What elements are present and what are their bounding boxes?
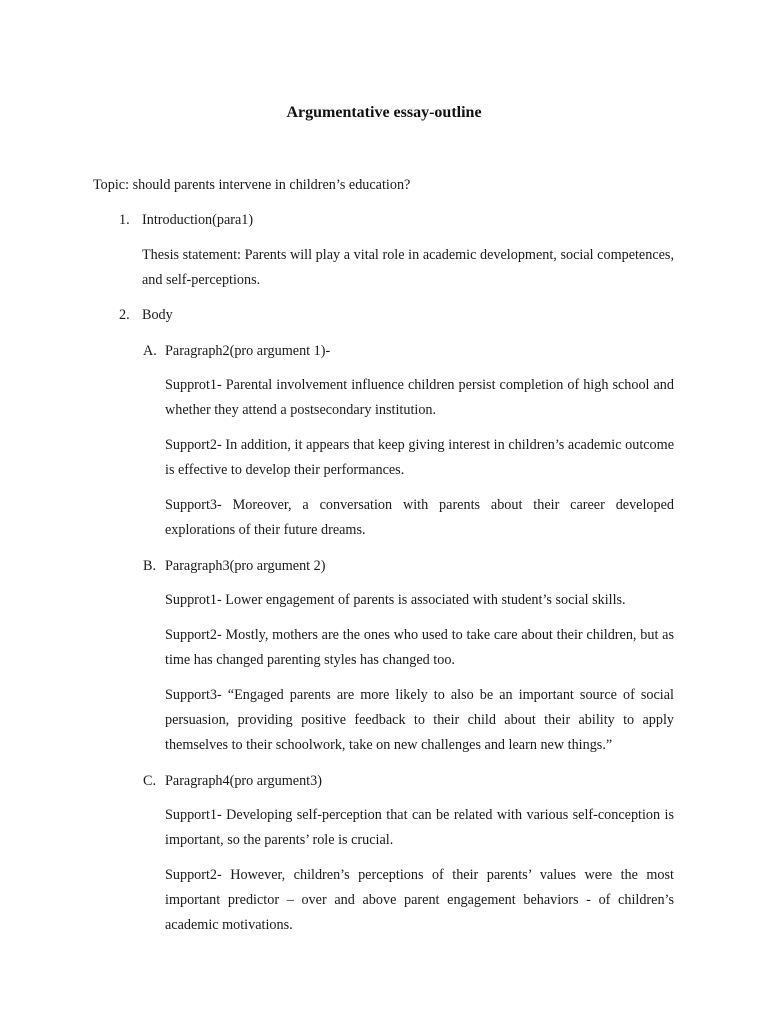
outline-item-introduction (119, 212, 679, 229)
thesis-statement: Thesis statement: Parents will play a vital role in academic development, social competences, and self-perceptions. (142, 247, 674, 288)
item-letter: B. (143, 558, 157, 574)
document-title: Argumentative essay-outline (286, 104, 482, 121)
item-letter: A. (143, 343, 157, 359)
item-letter: C. (143, 773, 157, 789)
paragraph-heading-c (143, 773, 683, 790)
item-number: 2. (119, 307, 130, 323)
support-a3: Support3- Moreover, a conversation with parents about their career developed explorations of their future dreams. (165, 497, 674, 538)
support-b1: Supprot1- Lower engagement of parents is associated with student’s social skills. (165, 592, 626, 608)
support-c2: Support2- However, children’s perceptions of their parents’ values were the most important predictor – over and above parent engagement behaviors - of children’s academic motivations. (165, 867, 674, 933)
item-label: Body (142, 307, 173, 323)
item-label: Introduction(para1) (142, 212, 254, 228)
item-label: Paragraph3(pro argument 2) (165, 558, 326, 574)
support-c1: Support1- Developing self-perception that can be related with various self-conception is important, so the parents’ role is crucial. (165, 807, 674, 848)
support-a2: Support2- In addition, it appears that keep giving interest in children’s academic outcome is effective to develop their performances. (165, 437, 674, 478)
topic-line: Topic: should parents intervene in children’s education? (93, 177, 411, 193)
item-number: 1. (119, 212, 130, 228)
item-label: Paragraph4(pro argument3) (165, 773, 322, 789)
support-b2: Support2- Mostly, mothers are the ones who used to take care about their children, but as time has changed parenting styles has changed too. (165, 627, 674, 668)
support-a1: Supprot1- Parental involvement influence children persist completion of high school and whether they attend a postsecondary institution. (165, 377, 674, 418)
item-label: Paragraph2(pro argument 1)- (165, 343, 331, 359)
paragraph-heading-b (143, 558, 683, 575)
support-b3: Support3- “Engaged parents are more likely to also be an important source of social persuasion, providing positive feedback to their child about their ability to apply themselves to their schoolwork, take on new challenges and learn new things.” (165, 687, 674, 753)
outline-item-body (119, 307, 679, 324)
paragraph-heading-a (143, 343, 683, 360)
